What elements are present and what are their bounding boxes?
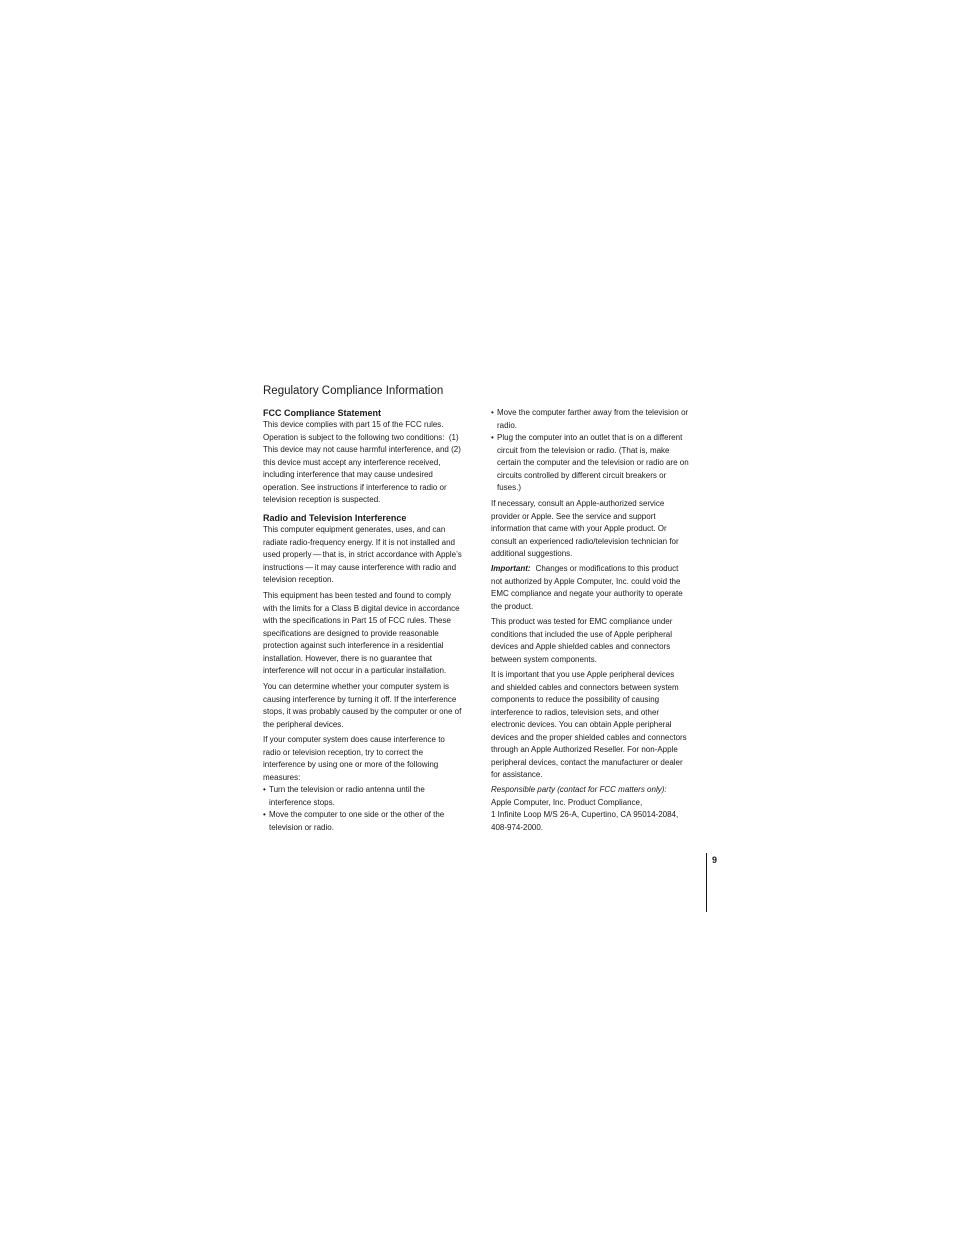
measure-text [269,784,425,809]
radio-tv-paragraph-1 [263,524,462,587]
page-number-rule [706,853,707,912]
text-line: and shielded cables and connectors between system [491,682,679,692]
text-line: interference to radios, television sets, and other [491,707,660,717]
text-line: If necessary, consult an Apple-authorized service [491,499,665,508]
bullet-glyph: • [491,433,494,442]
text-line: This computer equipment generates, uses, and can [263,525,446,534]
text-line: for assistance. [491,770,543,779]
text-line: fuses.) [497,483,522,492]
text-line: with the specifications in Part 15 of FCC rules. These [263,616,451,625]
text-line: circuit from the television or radio. (That is, make [497,445,670,455]
text-line: It is important that you use Apple peripheral devices [491,670,675,679]
text-line: additional suggestions. [491,549,573,558]
text-line: television reception. [263,575,334,584]
text-line: Turn the television or radio antenna until the [269,785,425,794]
text-line: information that came with your Apple product. Or [491,524,667,533]
text-line: Plug the computer into an outlet that is on a different [497,433,683,442]
text-line: You can determine whether your computer system is [263,682,450,691]
text-line: components to reduce the possibility of causing [491,695,660,704]
text-line: This product was tested for EMC compliance under [491,617,673,626]
responsible-party-block [491,784,678,834]
text-line: provider or Apple. See the service and support [491,511,656,521]
text-line: stops, it was probably caused by the computer or one of [263,707,462,716]
text-line: EMC compliance and negate your authority to operate [491,589,683,598]
text-line: radio. [497,420,518,430]
text-line: 408-974-2000. [491,822,544,832]
text-line: protection against such interference in a residential [263,641,444,650]
text-line: interference by using one or more of the following [263,760,439,769]
text-line: instructions — it may cause interference with radio and [263,562,457,572]
text-line: devices and the proper shielded cables and connectors [491,732,687,742]
text-line: radiate radio-frequency energy. If it is not installed and [263,537,455,547]
text-line: Move the computer to one side or the other of the [269,810,445,819]
text-line: used properly — that is, in strict accordance with Apple’s [263,550,462,559]
text-line: This equipment has been tested and found to comply [263,591,452,600]
page-number: 9 [712,855,718,865]
text-line: including interference that may cause undesired [263,470,433,479]
text-line: causing interference by turning it off. If the interference [263,694,457,704]
text-line: Apple Computer, Inc. Product Compliance, [491,797,643,807]
bullet-glyph: • [263,785,266,794]
important-first-line: Changes or modifications to this product [535,564,679,573]
radio-tv-paragraph-3 [263,681,461,731]
text-line: certain the computer and the television or radio are on [497,458,689,467]
text-line: devices and Apple shielded cables and connectors [491,642,671,651]
responsible-party-address [491,797,678,835]
text-line: Operation is subject to the following two conditions: (1) [263,432,459,442]
bullet-glyph: • [491,408,494,417]
text-line: specifications are designed to provide reasonable [263,628,439,638]
fcc-statement-paragraph [263,419,461,507]
text-line: not authorized by Apple Computer, Inc. could void the [491,576,681,586]
radio-tv-paragraph-4 [263,734,445,784]
text-line: interference will not occur in a particular installation. [263,666,447,675]
text-line: installation. However, there is no guarantee that [263,653,432,663]
emc-importance-paragraph [491,669,687,782]
text-line: operation. See instructions if interference to radio or [263,482,447,492]
important-label: Important: [491,564,531,573]
text-line: television reception is suspected. [263,495,381,504]
bullet-glyph: • [263,810,266,819]
text-line: through an Apple Authorized Reseller. For non-Apple [491,745,678,754]
text-line: electronic devices. You can obtain Apple peripheral [491,720,672,729]
text-line: television or radio. [269,822,334,832]
text-line: measures: [263,772,301,782]
measure-text [269,809,444,834]
text-line: interference stops. [269,797,335,807]
fcc-statement-heading: FCC Compliance Statement [263,408,382,418]
service-paragraph [491,498,679,561]
text-line: conditions that included the use of Apple peripheral [491,629,673,639]
responsible-party-label: Responsible party (contact for FCC matters only): [491,785,667,794]
text-line: Move the computer farther away from the television or [497,408,689,417]
important-paragraph [491,563,683,613]
radio-tv-heading: Radio and Television Interference [263,513,407,523]
text-line [491,563,683,576]
radio-tv-paragraph-2 [263,590,460,678]
text-line: If your computer system does cause interference to [263,735,445,744]
text-line: radio or television reception, try to correct the [263,747,424,757]
text-line: between system components. [491,654,597,664]
text-line: this device must accept any interference received, [263,457,441,467]
text-line: consult an experienced radio/television technician for [491,536,679,546]
text-line: with the limits for a Class B digital device in accordance [263,603,460,613]
measure-text [497,432,689,495]
text-line: peripheral devices, contact the manufacturer or dealer [491,757,683,767]
text-line: circuits controlled by different circuit breakers or [497,470,667,480]
text-line: the product. [491,601,534,611]
emc-tested-paragraph [491,616,672,666]
text-line: This device complies with part 15 of the FCC rules. [263,420,444,429]
measure-text [497,407,688,432]
text-line: This device may not cause harmful interference, and (2) [263,445,461,454]
page-title: Regulatory Compliance Information [263,385,444,397]
text-line: 1 Infinite Loop M/S 26-A, Cupertino, CA 95014-2084, [491,810,679,819]
text-line: the peripheral devices. [263,719,344,729]
